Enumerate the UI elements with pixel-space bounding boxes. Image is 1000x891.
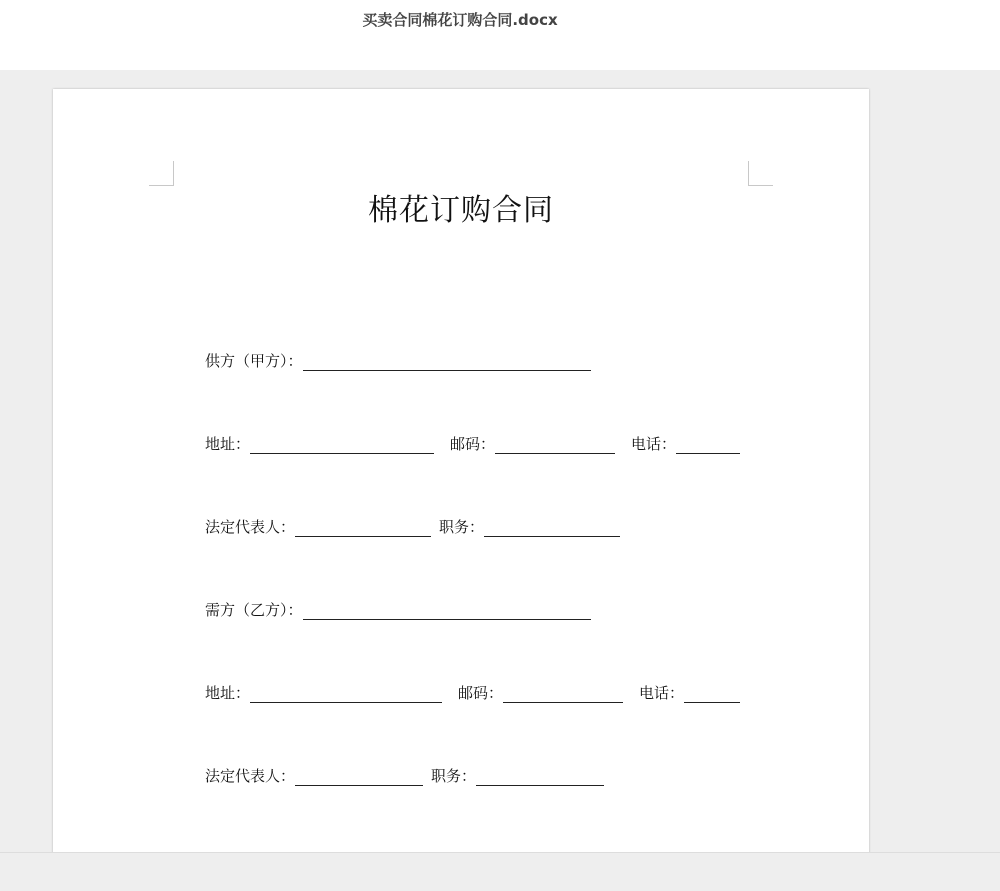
buyer-address-blank bbox=[250, 684, 442, 703]
supplier-address-label: 地址： bbox=[205, 435, 251, 453]
supplier-phone-label: 电话： bbox=[631, 435, 677, 453]
buyer-legal-rep-label: 法定代表人： bbox=[205, 767, 296, 785]
buyer-phone-label: 电话： bbox=[639, 684, 685, 702]
buyer-postcode-blank bbox=[503, 684, 623, 703]
buyer-party-line bbox=[205, 600, 591, 624]
buyer-address-line bbox=[205, 683, 740, 707]
supplier-party-line bbox=[205, 351, 591, 375]
buyer-position-label: 职务： bbox=[431, 767, 477, 785]
margin-corner-mark bbox=[748, 161, 773, 186]
buyer-legal-rep-blank bbox=[295, 767, 423, 786]
buyer-position-blank bbox=[476, 767, 604, 786]
margin-corner-mark bbox=[149, 161, 174, 186]
supplier-address-blank bbox=[250, 435, 434, 454]
document-viewer[interactable] bbox=[0, 70, 1000, 852]
buyer-phone-blank bbox=[684, 684, 740, 703]
document-filename: 买卖合同棉花订购合同.docx bbox=[362, 11, 558, 29]
buyer-party-label: 需方（乙方）： bbox=[205, 601, 303, 619]
supplier-postcode-blank bbox=[495, 435, 615, 454]
supplier-legal-rep-line bbox=[205, 517, 620, 541]
title-bar bbox=[0, 0, 1000, 70]
supplier-party-label: 供方（甲方）： bbox=[205, 352, 303, 370]
supplier-legal-rep-blank bbox=[295, 518, 431, 537]
supplier-legal-rep-label: 法定代表人： bbox=[205, 518, 296, 536]
document-page bbox=[53, 89, 869, 852]
buyer-party-blank bbox=[303, 601, 591, 620]
buyer-legal-rep-line bbox=[205, 766, 604, 790]
supplier-address-line bbox=[205, 434, 740, 458]
bottom-bar bbox=[0, 852, 1000, 891]
supplier-position-blank bbox=[484, 518, 620, 537]
supplier-postcode-label: 邮码： bbox=[450, 435, 496, 453]
supplier-party-blank bbox=[303, 352, 591, 371]
buyer-postcode-label: 邮码： bbox=[458, 684, 504, 702]
supplier-position-label: 职务： bbox=[439, 518, 485, 536]
buyer-address-label: 地址： bbox=[205, 684, 251, 702]
supplier-phone-blank bbox=[676, 435, 740, 454]
contract-heading: 棉花订购合同 bbox=[368, 193, 554, 228]
